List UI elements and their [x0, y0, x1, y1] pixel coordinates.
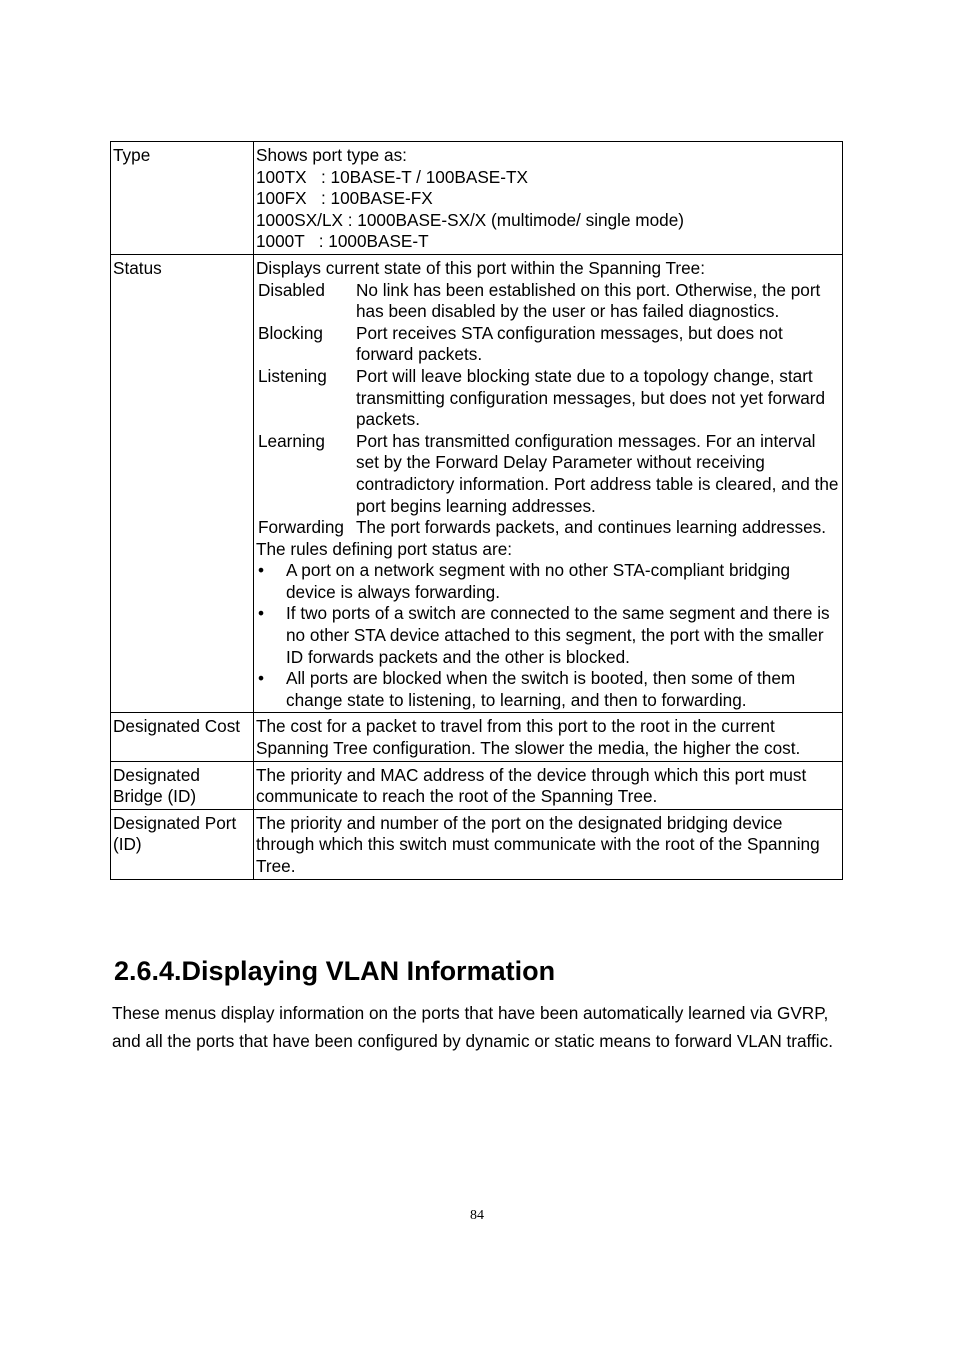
state-item — [256, 366, 840, 431]
table-row-designated-bridge — [111, 761, 843, 809]
table-row-designated-cost — [111, 713, 843, 761]
rule-text: If two ports of a switch are connected to the same segment and there is no other STA device attached to this segment, the port with the smaller ID forwards packets and the other is blocked. — [286, 603, 830, 667]
description-cell — [254, 254, 843, 712]
state-name: Listening — [258, 365, 327, 386]
rule-item — [256, 560, 840, 603]
type-line: 1000SX/LX : 1000BASE-SX/X (multimode/ single mode) — [256, 209, 685, 230]
rule-item — [256, 603, 840, 668]
state-name: Learning — [258, 430, 325, 451]
state-item — [256, 280, 840, 323]
description-cell — [254, 142, 843, 255]
state-description: Port has transmitted configuration messages. For an interval set by the Forward Delay Parameter without receiving contradictory information. Port address table is cleared, and the port begins learning addresses. — [356, 430, 839, 516]
description-cell: The priority and number of the port on the designated bridging device through which this switch must communicate with the root of the Spanning Tree. — [254, 809, 843, 879]
table-row-status — [111, 254, 843, 712]
section-heading: 2.6.4.Displaying VLAN Information — [114, 956, 556, 986]
status-intro: Displays current state of this port within the Spanning Tree: — [256, 257, 706, 278]
description-cell: The priority and MAC address of the device through which this port must communicate to reach the root of the Spanning Tree. — [254, 761, 843, 809]
table-row-designated-port — [111, 809, 843, 879]
page-number: 84 — [470, 1208, 484, 1223]
term-cell: Designated Bridge (ID) — [111, 761, 254, 809]
term-cell: Designated Cost — [111, 713, 254, 761]
rule-text: A port on a network segment with no other STA-compliant bridging device is always forwarding. — [286, 560, 791, 602]
state-name: Blocking — [258, 322, 323, 343]
bullet-icon: • — [258, 560, 265, 581]
term-cell: Status — [111, 254, 254, 712]
state-item — [256, 323, 840, 366]
state-item — [256, 517, 840, 539]
state-description: Port will leave blocking state due to a topology change, start transmitting configuration messages, but does not yet forward packets. — [356, 365, 826, 430]
type-line: 1000T : 1000BASE-T — [256, 231, 429, 252]
type-line: 100TX : 10BASE-T / 100BASE-TX — [256, 166, 528, 187]
type-intro: Shows port type as: — [256, 145, 407, 165]
bullet-icon: • — [258, 668, 265, 689]
state-description: Port receives STA configuration messages, but does not forward packets. — [356, 322, 783, 365]
state-description: The port forwards packets, and continues learning addresses. — [356, 517, 827, 538]
state-name: Disabled — [258, 279, 325, 300]
state-name: Forwarding — [258, 517, 344, 538]
term-cell: Designated Port (ID) — [111, 809, 254, 879]
term-cell: Type — [111, 142, 254, 255]
state-description: No link has been established on this port. Otherwise, the port has been disabled by the user or has failed diagnostics. — [356, 279, 821, 322]
rules-intro: The rules defining port status are: — [256, 538, 513, 559]
description-cell: The cost for a packet to travel from this port to the root in the current Spanning Tree configuration. The slower the media, the higher the cost. — [254, 713, 843, 761]
port-field-description-table — [110, 141, 843, 880]
section-paragraph: These menus display information on the ports that have been automatically learned via GVRP, and all the ports that have been configured by dynamic or static means to forward VLAN traffic. — [112, 1003, 833, 1051]
state-item — [256, 431, 840, 517]
type-line: 100FX : 100BASE-FX — [256, 188, 433, 209]
table-row-type — [111, 142, 843, 255]
bullet-icon: • — [258, 603, 265, 624]
rule-text: All ports are blocked when the switch is booted, then some of them change state to listening, to learning, and then to forwarding. — [286, 668, 796, 710]
rule-item — [256, 668, 840, 711]
